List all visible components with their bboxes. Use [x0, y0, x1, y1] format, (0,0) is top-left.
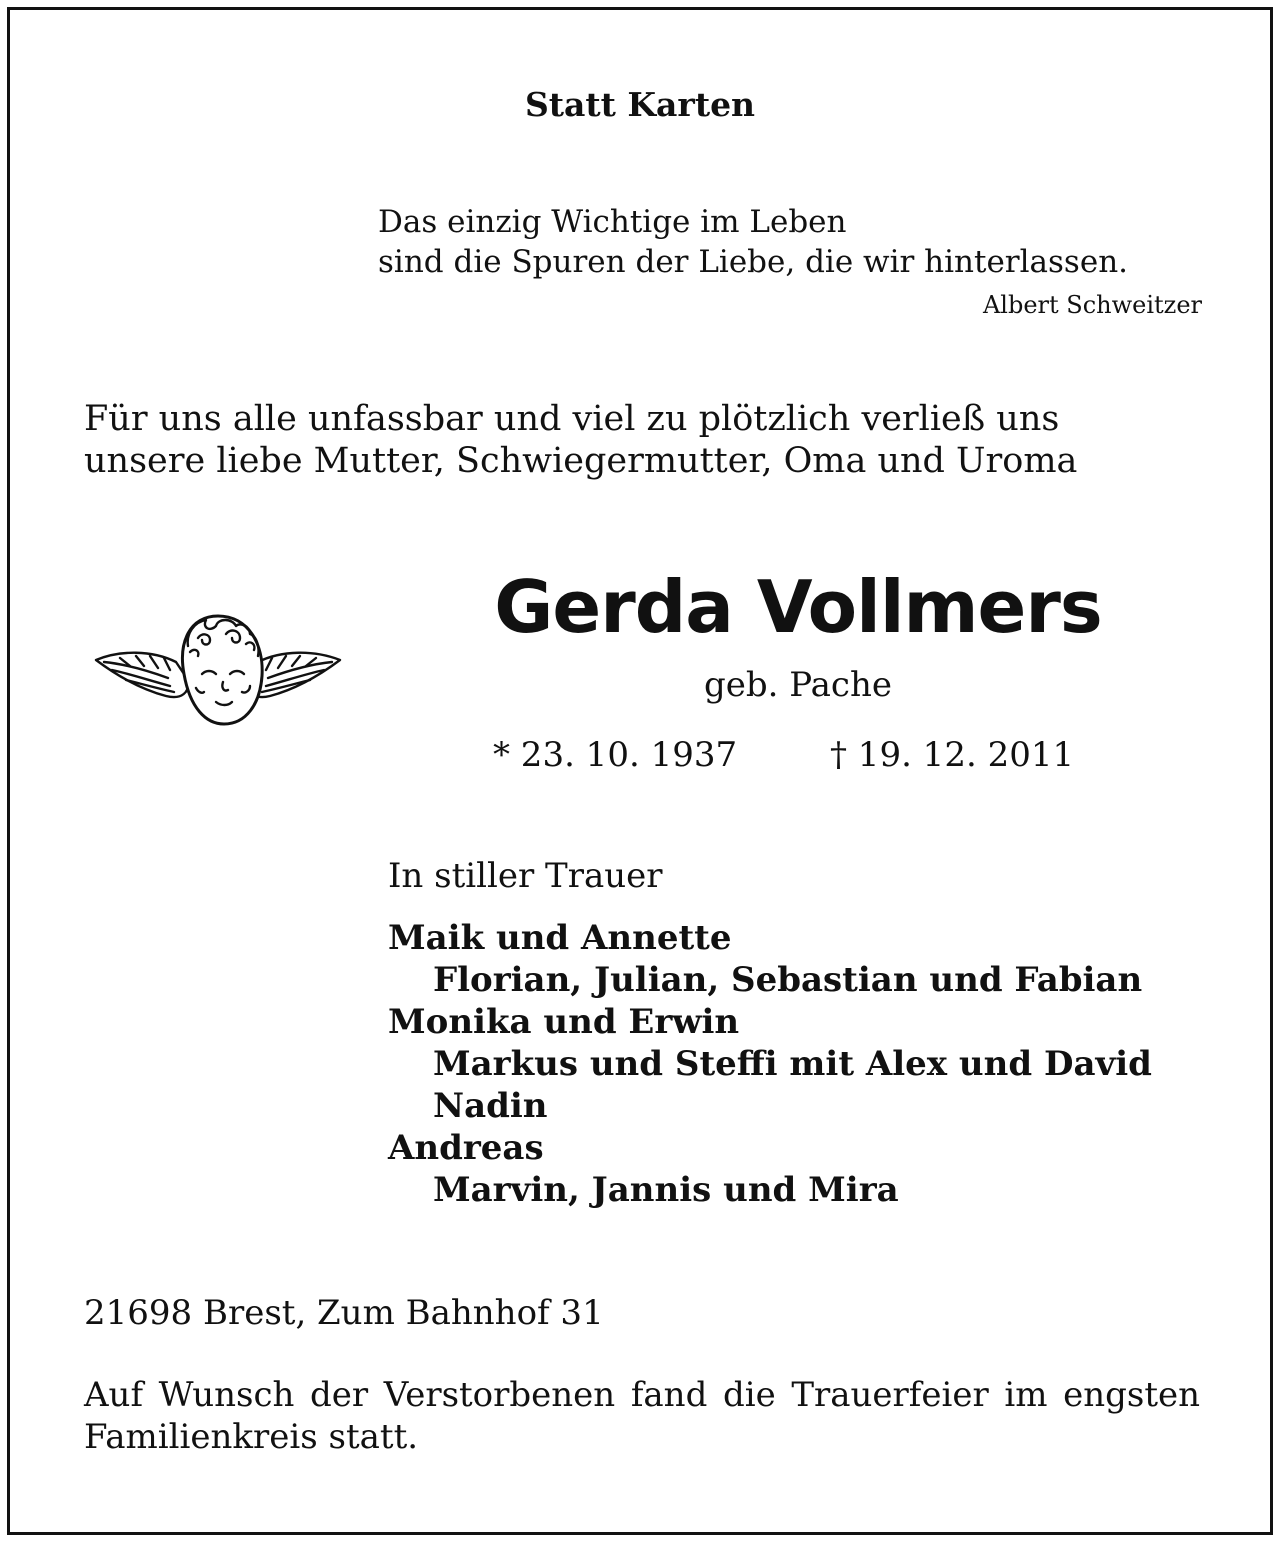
birth-date: * 23. 10. 1937 [493, 735, 738, 775]
maiden-name: geb. Pache [704, 665, 892, 705]
closing-text: Auf Wunsch der Verstorbenen fand die Trauerfeier im engsten Familienkreis statt. [84, 1375, 1200, 1457]
quote-author: Albert Schweitzer [982, 291, 1202, 319]
quote-line-2: sind die Spuren der Liebe, die wir hinterlassen. [378, 244, 1129, 280]
intro-line-2: unsere liebe Mutter, Schwiegermutter, Oma und Uroma [84, 441, 1078, 481]
obituary-notice [7, 7, 1273, 1535]
header-title: Statt Karten [524, 85, 756, 124]
address: 21698 Brest, Zum Bahnhof 31 [84, 1293, 604, 1333]
mourner-row: Marvin, Jannis und Mira [433, 1170, 899, 1210]
mourner-row: Markus und Steffi mit Alex und David [433, 1044, 1152, 1084]
death-date: † 19. 12. 2011 [830, 735, 1075, 775]
mourning-intro: In stiller Trauer [388, 856, 663, 896]
mourners-list [388, 917, 1152, 1211]
intro-line-1: Für uns alle unfassbar und viel zu plötzlich verließ uns [84, 399, 1060, 439]
mourner-row: Andreas [388, 1128, 544, 1168]
quote-line-1: Das einzig Wichtige im Leben [378, 204, 847, 240]
mourner-row: Nadin [433, 1086, 548, 1126]
deceased-name: Gerda Vollmers [494, 565, 1102, 649]
mourner-row: Florian, Julian, Sebastian und Fabian [433, 960, 1143, 1000]
mourner-row: Monika und Erwin [388, 1002, 740, 1042]
intro-text [84, 398, 1200, 482]
mourner-row: Maik und Annette [388, 918, 732, 958]
angel-icon [90, 600, 346, 730]
